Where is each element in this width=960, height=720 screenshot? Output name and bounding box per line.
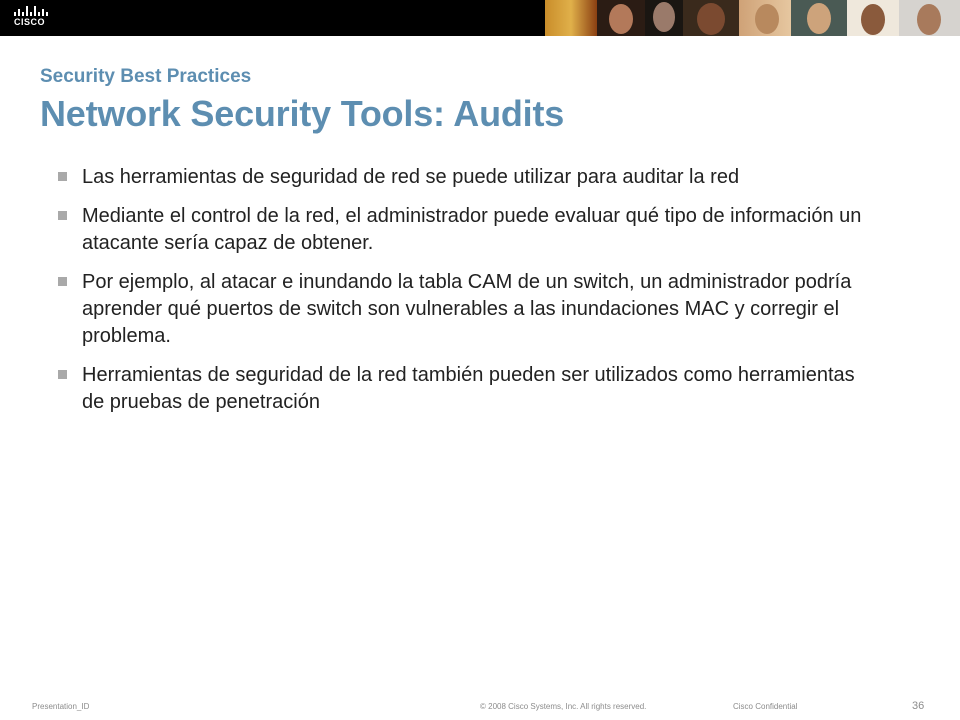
section-subtitle: Security Best Practices xyxy=(40,66,252,87)
list-item xyxy=(58,164,878,191)
bullet-text: Por ejemplo, al atacar e inundando la tabla CAM de un switch, un administrador podría aprender qué puertos de switch son vulnerables a las inundaciones MAC y corregir el problema. xyxy=(82,271,852,347)
copyright-notice: © 2008 Cisco Systems, Inc. All rights reserved. xyxy=(480,702,647,711)
bullet-text: Mediante el control de la red, el administrador puede evaluar qué tipo de información un atacante sería capaz de obtener. xyxy=(82,205,862,254)
page-number: 36 xyxy=(912,700,925,712)
bullet-text: Las herramientas de seguridad de red se puede utilizar para auditar la red xyxy=(82,166,740,188)
square-bullet-icon xyxy=(58,172,67,181)
slide-title: Network Security Tools: Audits xyxy=(40,93,565,134)
list-item xyxy=(58,269,878,350)
people-photo-collage xyxy=(545,0,960,36)
presentation-id: Presentation_ID xyxy=(32,702,90,711)
cisco-logo-text: CISCO xyxy=(14,17,46,27)
list-item xyxy=(58,203,878,257)
square-bullet-icon xyxy=(58,211,67,220)
bullet-list xyxy=(58,164,878,428)
list-item xyxy=(58,362,878,416)
square-bullet-icon xyxy=(58,370,67,379)
confidential-label: Cisco Confidential xyxy=(733,702,798,711)
bullet-text: Herramientas de seguridad de la red también pueden ser utilizados como herramientas de pruebas de penetración xyxy=(82,364,855,413)
top-banner xyxy=(0,0,960,36)
square-bullet-icon xyxy=(58,277,67,286)
